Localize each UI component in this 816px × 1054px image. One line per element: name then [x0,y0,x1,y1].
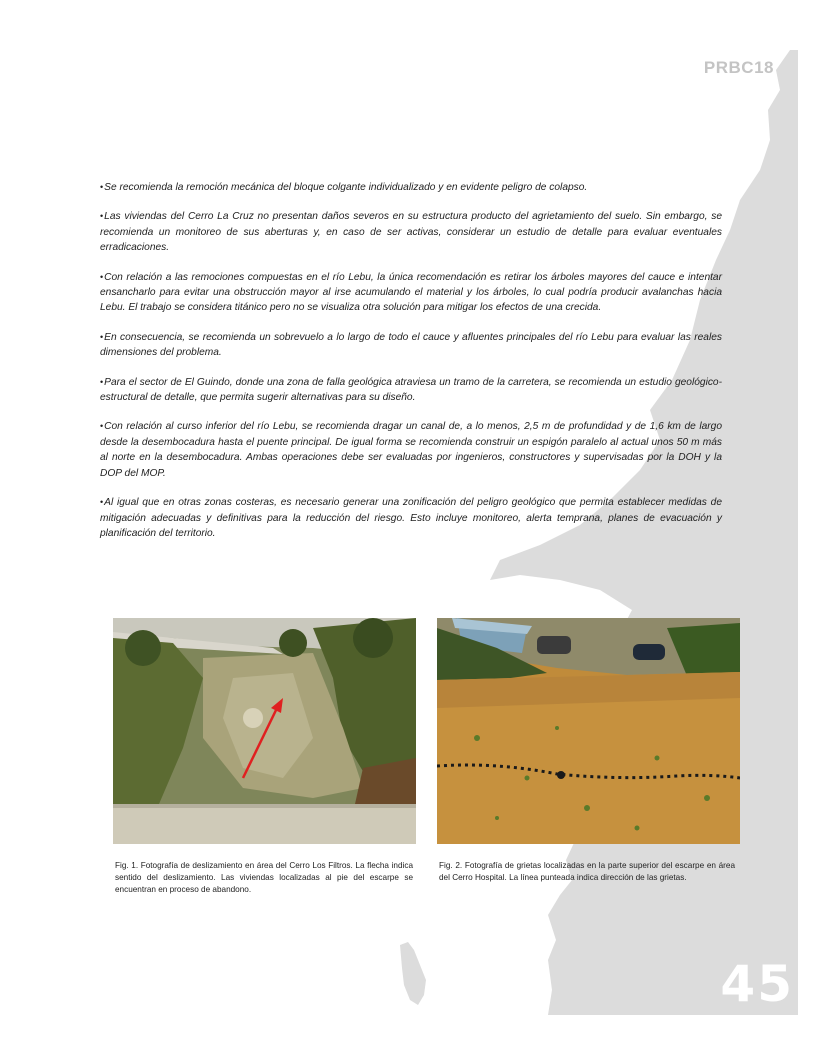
recommendation-paragraph [100,209,722,255]
figure-1-caption: Fig. 1. Fotografía de deslizamiento en área del Cerro Los Filtros. La flecha indica sentido del deslizamiento. Las viviendas localizadas al pie del escarpe se encuentran en proceso de abandono. [115,861,413,894]
paragraph-text: Con relación a las remociones compuestas en el río Lebu, la única recomendación es retirar los árboles mayores del cauce e intentar ensancharlo para evitar una obstrucción mayor al irse acumulando el material y los árboles, lo cual podría producir avalanchas hacia Lebu. El trabajo se considera titánico pero no se visualiza otra solución para mitigar los efectos de una crecida. [100,271,722,314]
bullet-icon: • [100,211,104,222]
page-number: 45 [720,955,794,1013]
paragraph-text: Al igual que en otras zonas costeras, es necesario generar una zonificación del peligro geológico que permita establecer medidas de mitigación adecuadas y definitivas para la reducción del riesgo. Esto incluye monitoreo, alerta temprana, planes de evacuación y planificación del territorio. [100,497,722,539]
bullet-icon: • [100,376,104,387]
cracks-photo [437,618,740,844]
recommendation-paragraph [100,419,722,481]
paragraph-text: En consecuencia, se recomienda un sobrevuelo a lo largo de todo el cauce y afluentes principales del río Lebu para evaluar las reales dimensiones del problema. [100,331,722,359]
recommendations-text [100,180,722,555]
paragraph-text: Las viviendas del Cerro La Cruz no presentan daños severos en su estructura producto del agrietamiento del suelo. Sin embargo, se recomienda un monitoreo de sus aberturas y, en caso de ser activas, considerar un estudio de detalle para evaluar eventuales erradicaciones. [100,211,722,254]
paragraph-text: Para el sector de El Guindo, donde una zona de falla geológica atraviesa un tramo de la carretera, se recomienda un estudio geológico-estructural de detalle, que permita sugerir alternativas para su diseño. [100,376,722,404]
recommendation-paragraph [100,495,722,541]
paragraph-text: Con relación al curso inferior del río Lebu, se recomienda dragar un canal de, a lo menos, 2,5 m de profundidad y de 1,6 km de largo desde la desembocadura hasta el puente principal. De igual forma se recomienda construir un espigón paralelo al actual unos 50 m más al norte en la desembocadura. Ambas operaciones debe ser evaluadas por ingenieros, constructores y supervisadas por la DOH y la DOP del MOP. [100,421,722,479]
figure-2-photo [437,618,740,844]
document-code: PRBC18 [703,58,774,77]
landslide-photo [113,618,416,844]
figure-2-caption: Fig. 2. Fotografía de grietas localizadas en la parte superior del escarpe en área del Cerro Hospital. La línea punteada indica dirección de las grietas. [439,861,735,882]
bullet-icon: • [100,271,104,282]
bullet-icon: • [100,421,104,432]
bullet-icon: • [100,182,104,192]
figure-1-photo [113,618,416,844]
recommendation-paragraph [100,270,722,316]
bullet-icon: • [100,497,104,508]
paragraph-text: Se recomienda la remoción mecánica del bloque colgante individualizado y en evidente peligro de colapso. [104,182,588,193]
bullet-icon: • [100,331,104,342]
recommendation-paragraph [100,180,722,195]
recommendation-paragraph [100,375,722,406]
recommendation-paragraph [100,330,722,361]
